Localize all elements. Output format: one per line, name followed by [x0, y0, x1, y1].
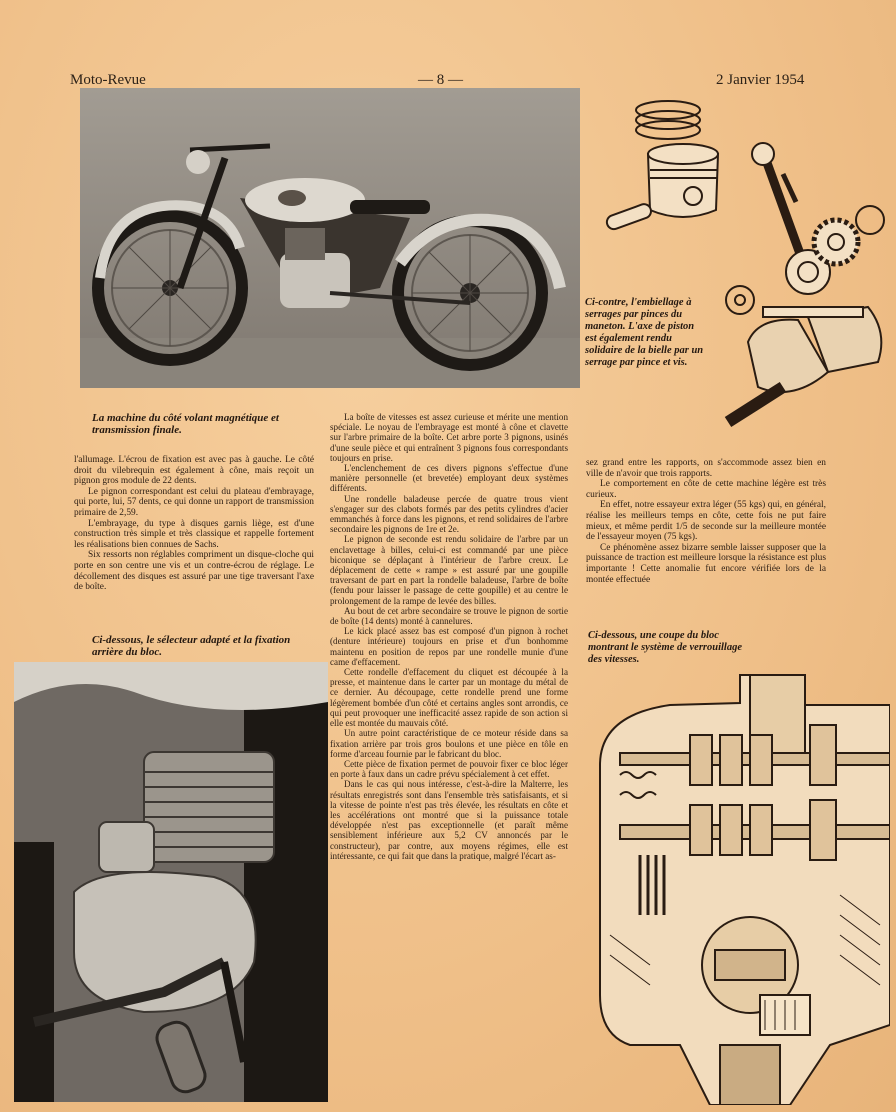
caption-photo-top: La machine du côté volant magnétique et transmission finale. — [92, 412, 279, 436]
paragraph: l'allumage. L'écrou de fixation est avec pas à gauche. Le côté droit du vilebrequin est également à cône, mais reçoit un pignon gros module de 22 dents. — [74, 455, 314, 487]
paragraph: L'embrayage, du type à disques garnis liège, est d'une construction très simple et très classique et rappelle fortement les réalisations bien connues de Sachs. — [74, 518, 314, 550]
paragraph: Le kick placé assez bas est composé d'un pignon à rochet (denture intérieure) toujours en prise et d'un bonhomme maintenu en position de repos par une rondelle munie d'une came d'effacement. — [330, 626, 568, 667]
paragraph: Ce phénomène assez bizarre semble laisser supposer que la puissance de traction est meilleure lorsque la résistance est plus importante ! Cette anomalie fut encore vérifiée lors de la montée effectuée — [586, 542, 826, 585]
paragraph: En effet, notre essayeur extra léger (55 kgs) qui, en général, réalise les meilleurs temps en côte, cette fois ne put faire mieux, et même perdit 1/5 de seconde sur la meilleure montée de l'essayeur moyen (75 kgs). — [586, 500, 826, 543]
issue-date: 2 Janvier 1954 — [716, 72, 805, 88]
text-column-1 — [74, 455, 314, 593]
text-column-2 — [330, 412, 568, 861]
paragraph: Un autre point caractéristique de ce moteur réside dans sa fixation arrière par trois gros boulons et une pièce en tôle en forme d'arceau fournie par le fabricant du bloc. — [330, 728, 568, 759]
crankshaft-drawing — [598, 92, 888, 432]
paragraph: Le pignon correspondant est celui du plateau d'embrayage, qui porte, lui, 57 dents, ce qui donne un rapport de transmission primaire de 2,59. — [74, 486, 314, 518]
paragraph: Six ressorts non réglables compriment un disque-cloche qui porte en son centre une vis et un contre-écrou de réglage. Le décollement des disques est assuré par une tige traversant l'axe de boîte. — [74, 550, 314, 593]
engine-selector-photo — [14, 662, 328, 1102]
text-column-3 — [586, 458, 826, 585]
caption-cutaway: Ci-dessous, une coupe du bloc montrant le système de verrouillage des vitesses. — [588, 630, 742, 665]
paragraph: Au bout de cet arbre secondaire se trouve le pignon de sortie de boîte (14 dents) monté à cannelures. — [330, 605, 568, 627]
paragraph: La boîte de vitesses est assez curieuse et mérite une mention spéciale. Le noyau de l'embrayage est monté à cône et clavette sur l'arbre primaire de la boîte. Cet arbre porte 3 pignons, usinés d'une seule pièce et qui entraînent 3 pignons fous correspondants toujours en prise. — [330, 412, 568, 463]
paragraph: Dans le cas qui nous intéresse, c'est-à-dire la Malterre, les résultats enregistrés sont dans l'ensemble très satisfaisants, et si la vitesse de pointe n'est pas très élevée, les résultats en côte et les accélérations ont montré que si la puissance totale développée n'est pas exceptionnelle (et paraît même sensiblement inférieure aux 5,2 CV annoncés par le constructeur), par contre, aux moyens régimes, elle est intéressante, ce qui fait que dans la pratique, malgré l'écart as- — [330, 779, 568, 861]
page-number: — 8 — — [418, 72, 463, 88]
paragraph: Cette rondelle d'effacement du cliquet est découpée à la presse, et maintenue dans le carter par un montage du métal de ce dernier. Au découpage, cette rondelle prend une forme légèrement bombée d'un côté et certains angles sont arrondis, ce qui peut provoquer une inefficacité assez rapide de son action si elle est montée du mauvais côté. — [330, 667, 568, 729]
paragraph: Une rondelle baladeuse percée de quatre trous vient s'engager sur des clabots formés par des petits cylindres d'acier emmanchés à force dans les pignons, et rend solidaires de l'arbre secondaire les pignons de 1re et 2e. — [330, 493, 568, 535]
magazine-name: Moto-Revue — [70, 72, 146, 88]
motorcycle-side-photo — [80, 88, 580, 388]
paragraph: Le comportement en côte de cette machine légère est très curieux. — [586, 479, 826, 500]
paragraph: sez grand entre les rapports, on s'accommode assez bien en ville de n'avoir que trois rapports. — [586, 458, 826, 479]
paragraph: L'enclenchement de ces divers pignons s'effectue d'une manière personnelle (et brevetée) employant deux systèmes différents. — [330, 463, 568, 494]
paragraph: Le pignon de seconde est rendu solidaire de l'arbre par un enclavettage à billes, celui-ci est commandé par une pièce biconique se déplaçant à l'intérieur de l'arbre creux. Le déplacement de cette « rampe » est assuré par une goupille traversant de part en part la rondelle baladeuse, l'arbre de boîte (fendu pour laisser le passage de cette goupille) et au centre le prolongement de la rampe de levée des billes. — [330, 534, 568, 606]
caption-parts: Ci-contre, l'embiellage à serrages par pinces du maneton. L'axe de piston est également rendu solidaire de la bielle par un serrage par pince et vis. — [585, 297, 704, 368]
gearbox-cutaway-diagram — [590, 665, 890, 1105]
paragraph: Cette pièce de fixation permet de pouvoir fixer ce bloc léger en porte à faux dans un cadre prévu spécialement à cet effet. — [330, 758, 568, 780]
caption-photo-bottom: Ci-dessous, le sélecteur adapté et la fixation arrière du bloc. — [92, 634, 291, 658]
